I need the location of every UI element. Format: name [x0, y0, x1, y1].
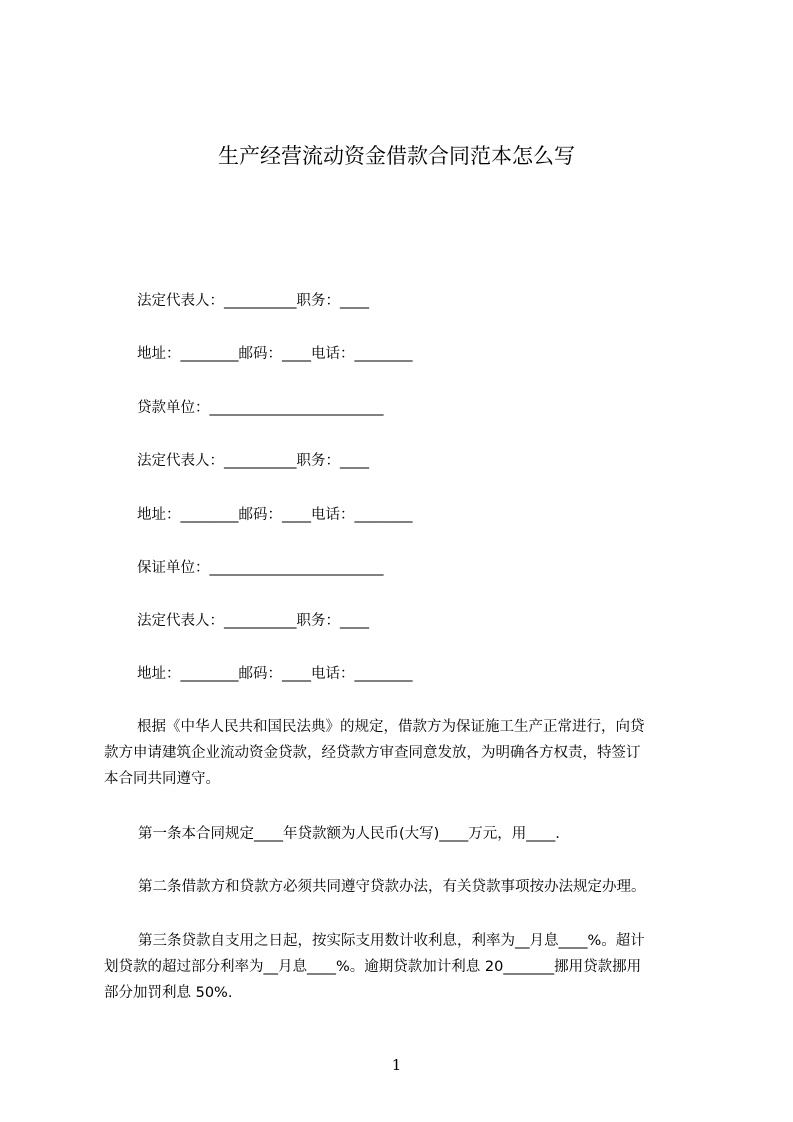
article-1-line: 第一条本合同规定____年贷款额为人民币(大写)____万元，用____. [138, 826, 560, 842]
guarantor-unit-line: 保证单位：________________________ [137, 560, 384, 576]
legal-rep-line-borrower: 法定代表人：__________职务：____ [137, 293, 369, 309]
article-2-line: 第二条借款方和贷款方必须共同遵守贷款办法，有关贷款事项按办法规定办理。 [138, 879, 646, 895]
preamble-line: 款方申请建筑企业流动资金贷款，经贷款方审查同意发放，为明确各方权责，特签订 [104, 745, 641, 761]
article-3-paragraph [104, 928, 700, 1006]
page-number: 1 [391, 1056, 402, 1074]
page-title: 生产经营流动资金借款合同范本怎么写 [218, 144, 575, 168]
legal-rep-line-lender: 法定代表人：__________职务：____ [137, 453, 369, 469]
legal-rep-line-guarantor: 法定代表人：__________职务：____ [137, 613, 369, 629]
article-2-paragraph [104, 874, 700, 900]
preamble-line: 根据《中华人民共和国民法典》的规定，借款方为保证施工生产正常进行，向贷 [137, 719, 645, 735]
address-line-borrower: 地址：________邮码：____电话：________ [137, 346, 413, 362]
address-line-lender: 地址：________邮码：____电话：________ [137, 507, 413, 523]
article-1-paragraph [104, 821, 700, 847]
article-3-line: 部分加罚利息 50%. [104, 985, 233, 1001]
preamble-line: 本合同共同遵守。 [104, 771, 220, 787]
article-3-line: 划贷款的超过部分利率为__月息____%。逾期贷款加计利息 20_______挪用贷款挪用 [104, 959, 642, 975]
article-3-line: 第三条贷款自支用之日起，按实际支用数计收利息，利率为__月息____%。超计 [138, 933, 645, 949]
preamble-paragraph [104, 714, 700, 792]
lender-unit-line: 贷款单位：________________________ [137, 400, 384, 416]
address-line-guarantor: 地址：________邮码：____电话：________ [137, 666, 413, 682]
